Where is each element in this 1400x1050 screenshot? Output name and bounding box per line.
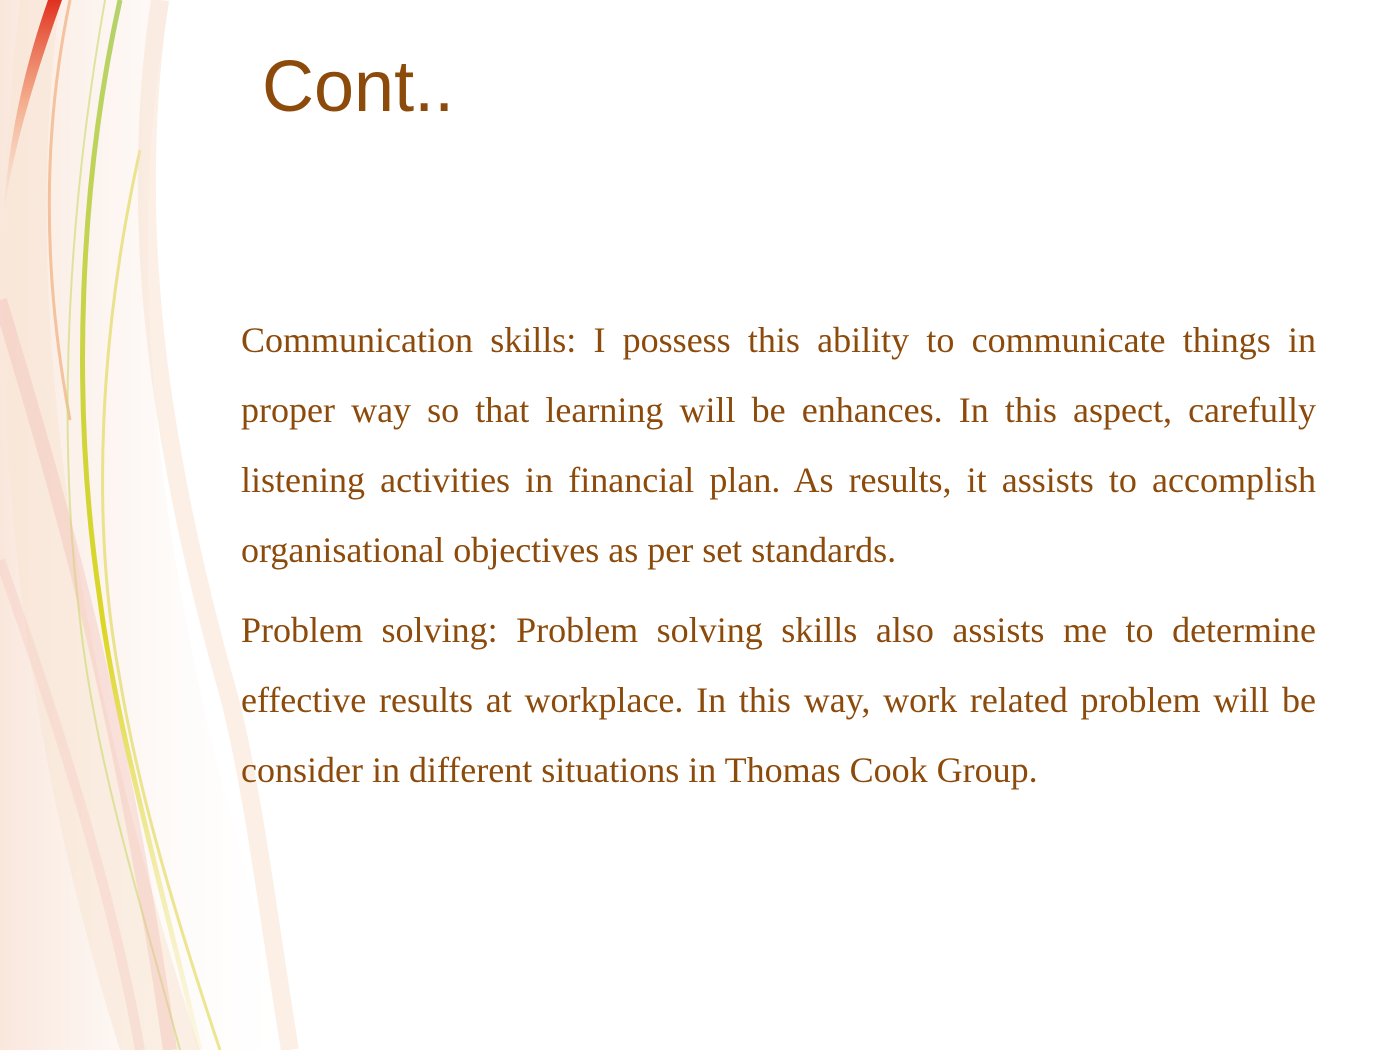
slide-body (241, 305, 1316, 815)
paragraph-problem-solving: Problem solving: Problem solving skills also assists me to determine effective results at workplace. In this way, work related problem will be consider in different situations in Thomas Cook Group. (241, 610, 1316, 790)
slide-title: Cont.. (262, 47, 455, 127)
paragraph-communication-skills: Communication skills: I possess this ability to communicate things in proper way so that learning will be enhances. In this aspect, carefully listening activities in financial plan. As results, it assists to accomplish organisational objectives as per set standards. (241, 320, 1316, 570)
